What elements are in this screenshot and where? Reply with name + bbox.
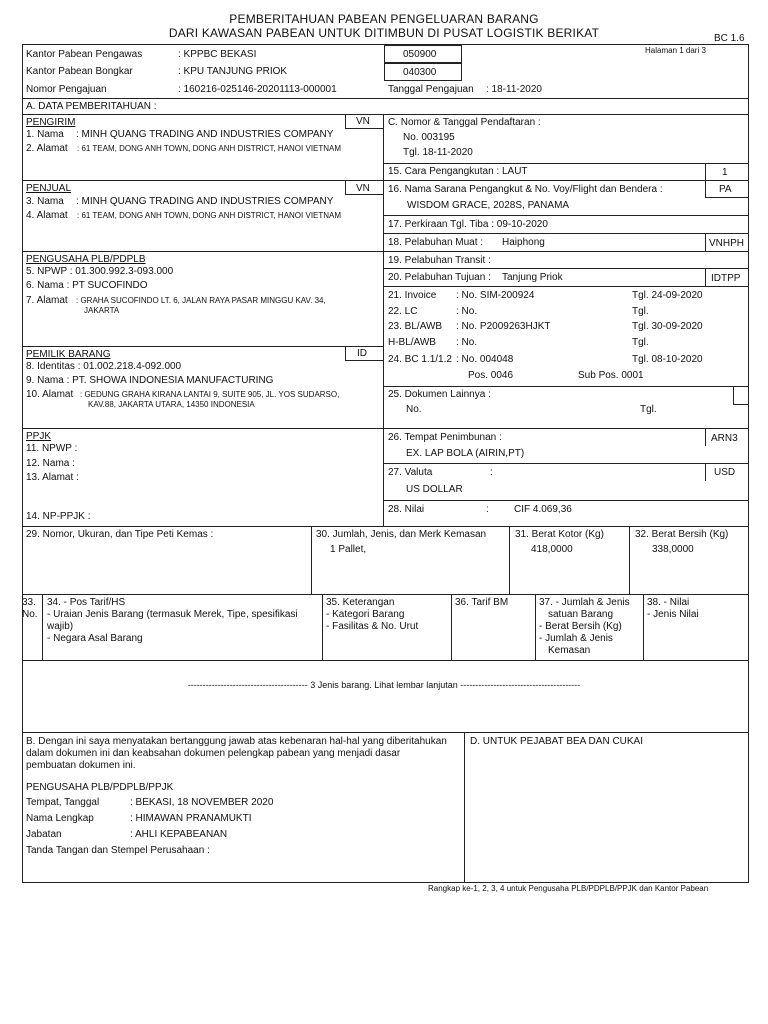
bea-cukai-label: D. UNTUK PEJABAT BEA DAN CUKAI [470,736,644,747]
field-18-label: 18. Pelabuhan Muat : [388,237,484,248]
doc-blawb-tgl: Tgl. 30-09-2020 [632,321,703,332]
pengusaha-heading: PENGUSAHA PLB/PDPLB [26,254,146,265]
col-33-line1: 33. [22,597,36,608]
field-19-pelabuhan-transit: 19. Pelabuhan Transit : [388,255,491,266]
col-35-line1: 35. Keterangan [326,597,395,608]
field-25-tgl: Tgl. [640,404,657,415]
pemilik-id-label: ID [357,348,367,359]
field-18-value: Haiphong [502,237,545,248]
col-37-line1: 37. - Jumlah & Jenis [539,597,630,608]
form-code: BC 1.6 [714,33,745,44]
field-16-value: WISDOM GRACE, 2028S, PANAMA [407,200,570,211]
col-34-line3: wajib) [47,621,74,632]
col-34-line1: 34. - Pos Tarif/HS [47,597,126,608]
nomor-pengajuan-value: : 160216-025146-20201113-000001 [178,84,337,95]
field-c-no: No. 003195 [403,132,455,143]
declaration-line3: pembuatan dokumen ini. [26,760,136,771]
doc-hblawb-value: : No. [456,337,478,348]
doc-invoice-label: 21. Invoice [388,290,437,301]
col-37-line2: satuan Barang [548,609,614,620]
doc-invoice-value: : No. SIM-200924 [456,290,535,301]
kantor-bongkar-value: : KPU TANJUNG PRIOK [178,66,288,77]
field-c-tgl: Tgl. 18-11-2020 [403,147,473,158]
kantor-bongkar-code: 040300 [403,67,437,78]
field-28-nilai: 28. Nilai [388,504,425,515]
tanggal-pengajuan-label: Tanggal Pengajuan [388,84,474,95]
pemilik-nama: 9. Nama : PT. SHOWA INDONESIA MANUFACTURING [26,375,274,386]
doc-hblawb-tgl: Tgl. [632,337,649,348]
continuation-note: ---------------------------------------- 3 Jenis barang. Lihat lembar lanjutan ---------------------------------------- [187,680,581,690]
field-29-peti-kemas: 29. Nomor, Ukuran, dan Tipe Peti Kemas : [26,529,214,540]
tanggal-pengajuan-value: : 18-11-2020 [486,84,542,95]
pengusaha-alamat-line1: : GRAHA SUCOFINDO LT. 6, JALAN RAYA PASAR MINGGU KAV. 34, [76,296,326,305]
field-27-colon: : [490,467,493,478]
field-30-kemasan: 30. Jumlah, Jenis, dan Merk Kemasan [316,529,487,540]
doc-blawb-label: 23. BL/AWB [388,321,443,332]
doc-bc11-label: 24. BC 1.1/1.2 [388,354,452,365]
field-32-berat-bersih: 32. Berat Bersih (Kg) [635,529,729,540]
declaration-nama-value: : HIMAWAN PRANAMUKTI [130,813,252,824]
pengusaha-alamat-line2: JAKARTA [84,306,120,315]
pengirim-country: VN [356,116,370,127]
col-37-line3: - Berat Bersih (Kg) [539,621,622,632]
col-33-line2: No. [22,609,38,620]
pengirim-alamat-label: 2. Alamat [26,143,68,154]
doc-lc-label: 22. LC [388,306,418,317]
pemilik-identitas: 8. Identitas : 01.002.218.4-092.000 [26,361,182,372]
ppjk-heading: PPJK [26,431,52,442]
col-34-line2: - Uraian Jenis Barang (termasuk Merek, Tipe, spesifikasi [47,609,298,620]
col-38-line2: - Jenis Nilai [647,609,699,620]
pengusaha-npwp: 5. NPWP : 01.300.992.3-093.000 [26,266,174,277]
pemilik-heading: PEMILIK BARANG [26,349,111,360]
declaration-signature-label: Tanda Tangan dan Stempel Perusahaan : [26,845,210,856]
doc-bc11-value: : No. 004048 [456,354,514,365]
field-20-label: 20. Pelabuhan Tujuan : [388,272,491,283]
penjual-nama-value: : MINH QUANG TRADING AND INDUSTRIES COMPANY [76,196,334,207]
doc-hblawb-label: H-BL/AWB [388,337,436,348]
doc-invoice-tgl: Tgl. 24-09-2020 [632,290,703,301]
field-31-value: 418,0000 [531,544,573,555]
field-26-tempat-penimbunan: 26. Tempat Penimbunan : [388,432,502,443]
penjual-country: VN [356,183,370,194]
page-info: Halaman 1 dari 3 [645,46,706,55]
declaration-tempat-value: : BEKASI, 18 NOVEMBER 2020 [130,797,274,808]
kantor-bongkar-label: Kantor Pabean Bongkar [26,66,133,77]
doc-bc11-tgl: Tgl. 08-10-2020 [632,354,703,365]
col-38-line1: 38. - Nilai [647,597,690,608]
col-37-line5: Kemasan [548,645,591,656]
field-27-valuta: 27. Valuta [388,467,433,478]
penjual-nama-label: 3. Nama [26,196,64,207]
pengirim-nama-label: 1. Nama [26,129,64,140]
declaration-nama-label: Nama Lengkap [26,813,94,824]
declaration-jabatan-value: : AHLI KEPABEANAN [130,829,228,840]
penjual-heading: PENJUAL [26,183,72,194]
field-26-value: EX. LAP BOLA (AIRIN,PT) [406,448,525,459]
declaration-jabatan-label: Jabatan [26,829,62,840]
kantor-pengawas-value: : KPPBC BEKASI [178,49,257,60]
pemilik-alamat-label: 10. Alamat [26,389,74,400]
doc-lc-value: : No. [456,306,478,317]
declaration-pengusaha: PENGUSAHA PLB/PDPLB/PPJK [26,782,174,793]
field-28-colon: : [486,504,489,515]
kantor-pengawas-label: Kantor Pabean Pengawas [26,49,143,60]
field-27-code: USD [714,467,736,478]
form-title-line1: PEMBERITAHUAN PABEAN PENGELUARAN BARANG [229,12,539,26]
field-25-dokumen-lainnya: 25. Dokumen Lainnya : [388,389,491,400]
pengirim-heading: PENGIRIM [26,117,76,128]
section-a-title: A. DATA PEMBERITAHUAN : [26,101,157,112]
col-37-line4: - Jumlah & Jenis [539,633,613,644]
field-16-code: PA [719,184,732,195]
nomor-pengajuan-label: Nomor Pengajuan [26,84,107,95]
ppjk-npwp: 11. NPWP : [26,443,78,454]
ppjk-np-ppjk: 14. NP-PPJK : [26,511,91,522]
col-35-line3: - Fasilitas & No. Urut [326,621,419,632]
ppjk-alamat: 13. Alamat : [26,472,79,483]
field-25-no: No. [406,404,422,415]
field-18-code: VNHPH [709,238,745,249]
declaration-line1: B. Dengan ini saya menyatakan bertanggung jawab atas kebenaran hal-hal yang diberitahukan [26,736,447,747]
field-15-code: 1 [722,167,728,178]
field-32-value: 338,0000 [652,544,694,555]
field-c-label: C. Nomor & Tanggal Pendaftaran : [388,117,541,128]
form-title-line2: DARI KAWASAN PABEAN UNTUK DITIMBUN DI PUSAT LOGISTIK BERIKAT [168,26,600,40]
declaration-line2: dalam dokumen ini dan keabsahan dokumen pelengkap pabean yang menjadi dasar [26,748,401,759]
pemilik-alamat-line2: KAV.88, JAKARTA UTARA, 14350 INDONESIA [88,400,255,409]
field-20-value: Tanjung Priok [502,272,563,283]
field-27-value: US DOLLAR [406,484,463,495]
field-17-perkiraan-tiba: 17. Perkiraan Tgl. Tiba : 09-10-2020 [388,219,548,230]
doc-bc11-pos: Pos. 0046 [468,370,514,381]
doc-lc-tgl: Tgl. [632,306,649,317]
pengirim-nama-value: : MINH QUANG TRADING AND INDUSTRIES COMPANY [76,129,334,140]
field-31-berat-kotor: 31. Berat Kotor (Kg) [515,529,604,540]
field-30-value: 1 Pallet, [330,544,367,555]
ppjk-nama: 12. Nama : [26,458,75,469]
kantor-pengawas-code: 050900 [403,49,437,60]
pengusaha-alamat-label: 7. Alamat [26,295,68,306]
field-28-value: CIF 4.069,36 [514,504,572,515]
field-26-code: ARN3 [711,433,738,444]
field-16-sarana-pengangkut: 16. Nama Sarana Pengangkut & No. Voy/Flight dan Bendera : [388,184,663,195]
doc-blawb-value: : No. P2009263HJKT [456,321,551,332]
pemilik-alamat-line1: : GEDUNG GRAHA KIRANA LANTAI 9, SUITE 905, JL. YOS SUDARSO, [80,390,340,399]
field-15-cara-pengangkutan: 15. Cara Pengangkutan : LAUT [388,166,528,177]
penjual-alamat-value: : 61 TEAM, DONG ANH TOWN, DONG ANH DISTRICT, HANOI VIETNAM [77,211,342,220]
col-35-line2: - Kategori Barang [326,609,405,620]
col-34-line4: - Negara Asal Barang [47,633,143,644]
col-36-tarif-bm: 36. Tarif BM [455,597,509,608]
pengirim-alamat-value: : 61 TEAM, DONG ANH TOWN, DONG ANH DISTRICT, HANOI VIETNAM [77,144,342,153]
declaration-tempat-label: Tempat, Tanggal [26,797,100,808]
pengusaha-nama: 6. Nama : PT SUCOFINDO [26,280,148,291]
field-20-code: IDTPP [711,273,741,284]
doc-bc11-subpos: Sub Pos. 0001 [578,370,644,381]
footer-note: Rangkap ke-1, 2, 3, 4 untuk Pengusaha PLB/PDPLB/PPJK dan Kantor Pabean [428,884,709,893]
penjual-alamat-label: 4. Alamat [26,210,68,221]
